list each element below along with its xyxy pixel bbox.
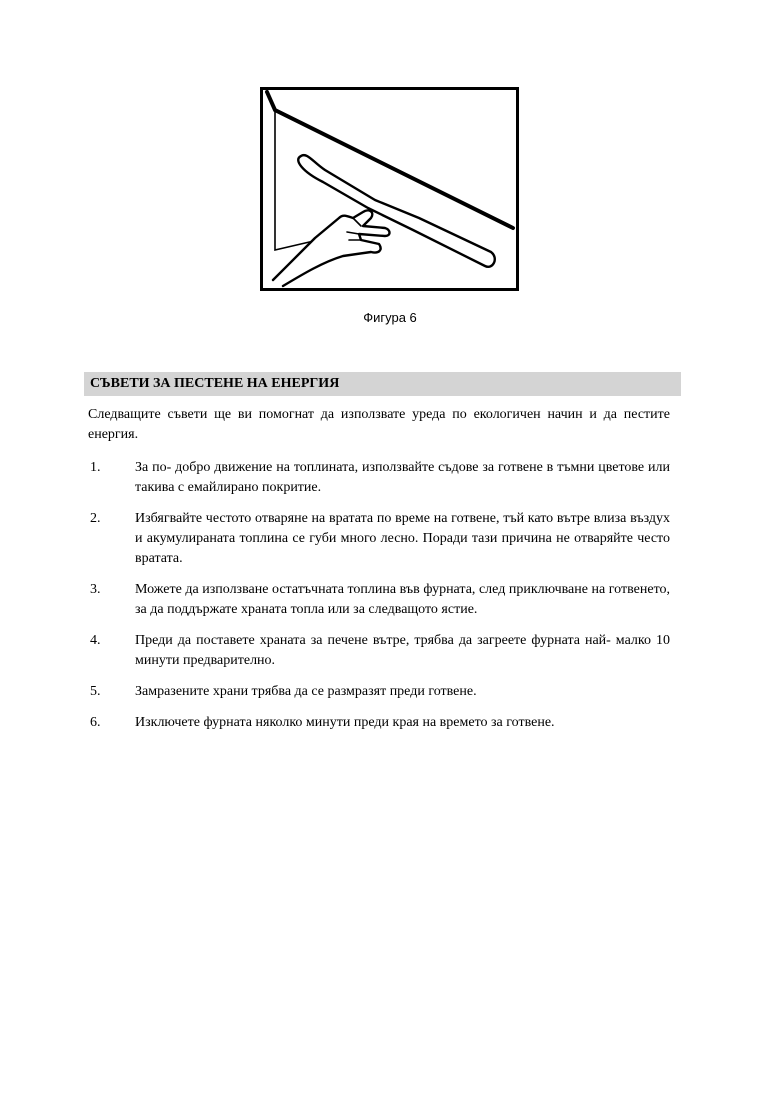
list-item <box>88 631 670 671</box>
list-item-text: Можете да използване остатъчната топлина във фурната, след приключване на готвенето, за да поддържате храната топла или за следващото ястие. <box>135 582 670 617</box>
list-item-text: Преди да поставете храната за печене вътре, трябва да загреете фурната най- малко 10 минути предварително. <box>135 633 670 668</box>
section-intro: Следващите съвети ще ви помогнат да използвате уреда по екологичен начин и да пестите енергия. <box>88 407 670 442</box>
list-item <box>88 713 670 733</box>
list-item-number: 4. <box>90 633 101 648</box>
list-item <box>88 509 670 569</box>
figure-illustration <box>260 87 519 291</box>
list-item-text: Избягвайте честото отваряне на вратата по време на готвене, тъй като вътре влиза въздух и акумулираната топлина се губи много лесно. Поради тази причина не отваряйте често вратата. <box>135 511 670 566</box>
list-item <box>88 682 670 702</box>
list-item-number: 2. <box>90 511 101 526</box>
list-item-text: Изключете фурната няколко минути преди края на времето за готвене. <box>135 715 555 730</box>
list-item <box>88 580 670 620</box>
figure-caption: Фигура 6 <box>363 310 417 325</box>
hand-removing-oven-shelf-icon <box>263 90 516 288</box>
energy-tips-list <box>88 458 670 744</box>
list-item-number: 3. <box>90 582 101 597</box>
list-item <box>88 458 670 498</box>
list-item-text: Замразените храни трябва да се размразят преди готвене. <box>135 684 477 699</box>
list-item-number: 6. <box>90 715 101 730</box>
section-title: СЪВЕТИ ЗА ПЕСТЕНЕ НА ЕНЕРГИЯ <box>84 372 681 396</box>
hand-icon <box>273 210 390 286</box>
list-item-number: 5. <box>90 684 101 699</box>
list-item-text: За по- добро движение на топлината, използвайте съдове за готвене в тъмни цветове или такива с емайлирано покритие. <box>135 460 670 495</box>
list-item-number: 1. <box>90 460 101 475</box>
oven-wall <box>275 110 318 250</box>
